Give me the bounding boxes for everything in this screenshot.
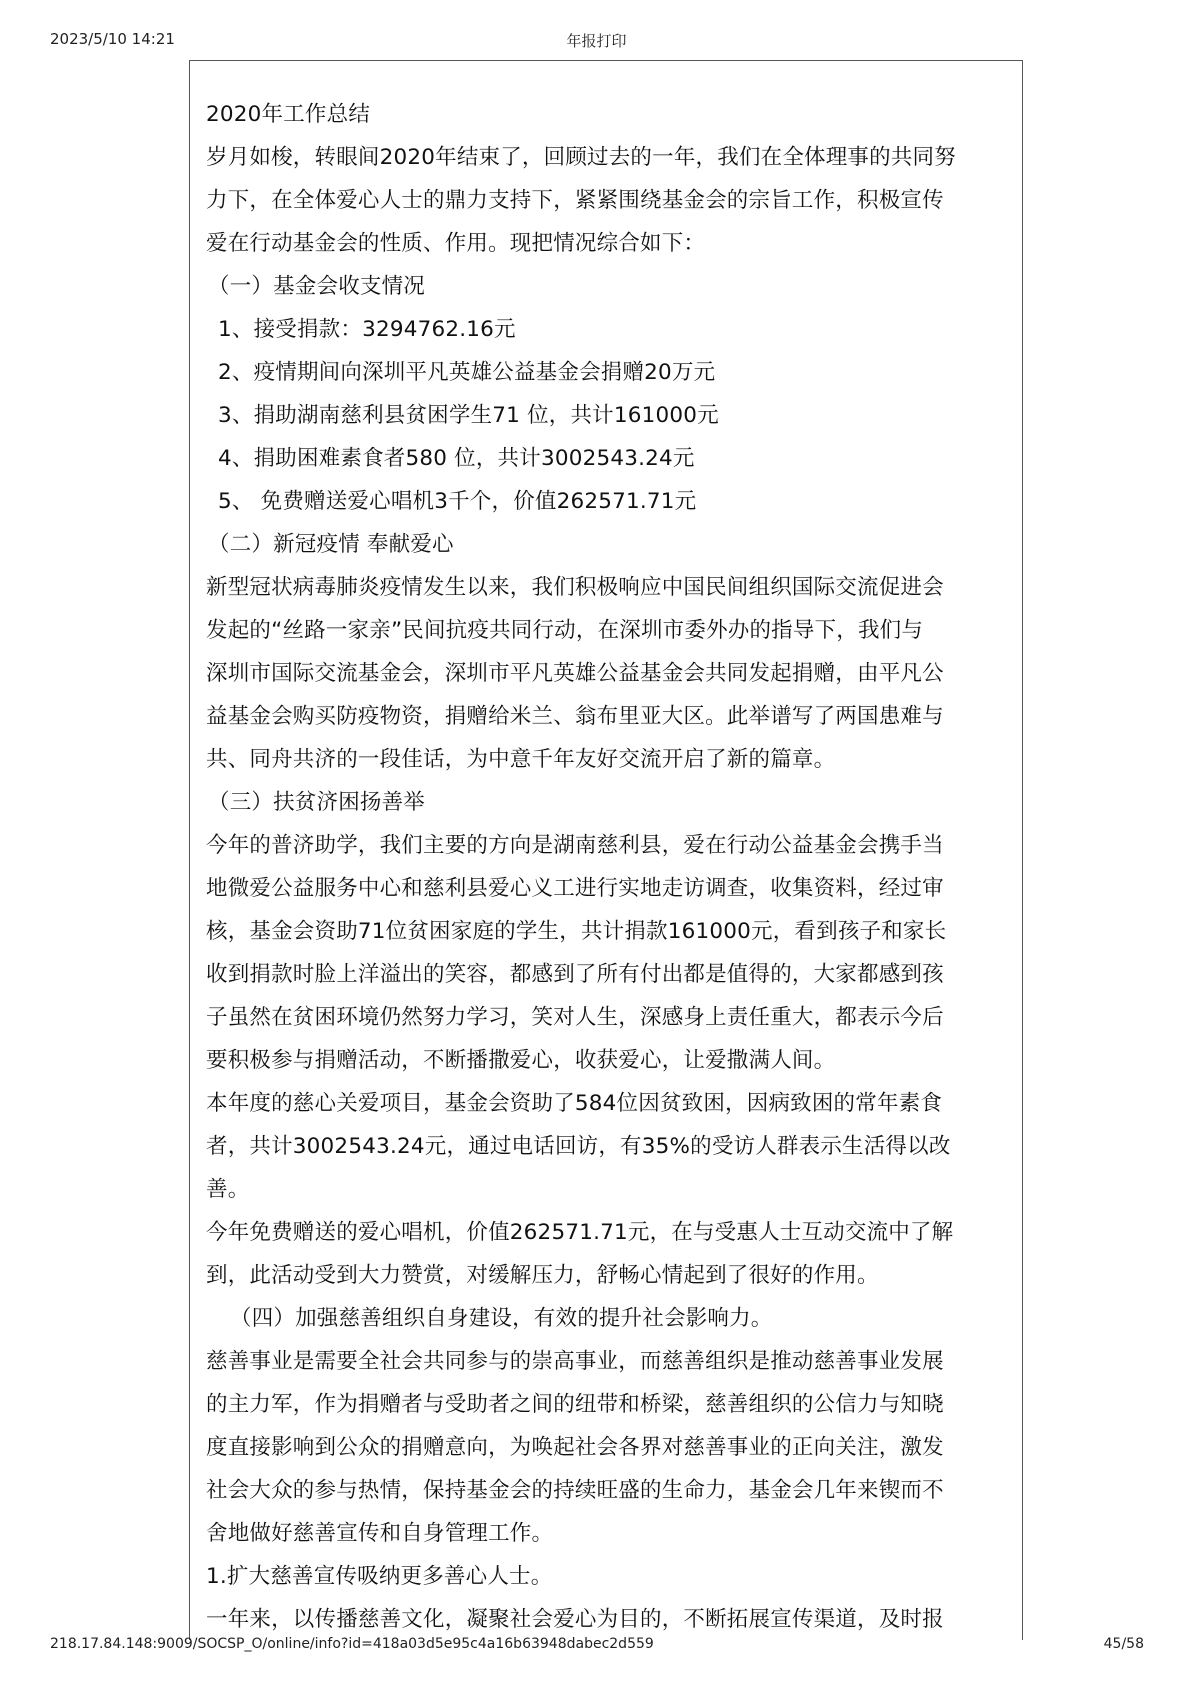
page-number: 45/58 — [1103, 1636, 1144, 1652]
paragraph-line: 舍地做好慈善宣传和自身管理工作。 — [206, 1521, 554, 1546]
list-item: 2、疫情期间向深圳平凡英雄公益基金会捐赠20万元 — [218, 360, 716, 385]
paragraph-line: 深圳市国际交流基金会，深圳市平凡英雄公益基金会共同发起捐赠，由平凡公 — [206, 661, 944, 686]
paragraph-line: 共、同舟共济的一段佳话，为中意千年友好交流开启了新的篇章。 — [206, 747, 836, 772]
paragraph-line: 爱在行动基金会的性质、作用。现把情况综合如下： — [206, 231, 706, 256]
paragraph-line: 者，共计3002543.24元，通过电话回访，有35%的受访人群表示生活得以改 — [206, 1134, 951, 1159]
list-item: 1、接受捐款：3294762.16元 — [218, 317, 516, 342]
paragraph-line: 度直接影响到公众的捐赠意向，为唤起社会各界对慈善事业的正向关注，激发 — [206, 1435, 944, 1460]
subsection-heading: （二）新冠疫情 奉献爱心 — [208, 532, 454, 557]
paragraph-line: 核，基金会资助71位贫困家庭的学生，共计捐款161000元，看到孩子和家长 — [206, 919, 947, 944]
paragraph-line: 到，此活动受到大力赞赏，对缓解压力，舒畅心情起到了很好的作用。 — [206, 1263, 879, 1288]
print-url: 218.17.84.148:9009/SOCSP_O/online/info?id=418a03d5e95c4a16b63948dabec2d559 — [50, 1636, 654, 1652]
paragraph-line: 岁月如梭，转眼间2020年结束了，回顾过去的一年，我们在全体理事的共同努 — [206, 145, 956, 170]
paragraph-line: 的主力军，作为捐赠者与受助者之间的纽带和桥梁，慈善组织的公信力与知晓 — [206, 1392, 944, 1417]
paragraph-line: 发起的“丝路一家亲”民间抗疫共同行动，在深圳市委外办的指导下，我们与 — [206, 618, 924, 643]
section-title: 2020年工作总结 — [206, 102, 371, 127]
list-item: 3、捐助湖南慈利县贫困学生71 位，共计161000元 — [218, 403, 719, 428]
paragraph-line: 今年免费赠送的爱心唱机，价值262571.71元，在与受惠人士互动交流中了解 — [206, 1220, 954, 1245]
paragraph-line: 本年度的慈心关爱项目，基金会资助了584位因贫致困，因病致困的常年素食 — [206, 1091, 943, 1116]
print-title: 年报打印 — [566, 32, 627, 50]
numbered-heading: 1.扩大慈善宣传吸纳更多善心人士。 — [206, 1564, 553, 1589]
paragraph-line: 慈善事业是需要全社会共同参与的崇高事业，而慈善组织是推动慈善事业发展 — [206, 1349, 944, 1374]
paragraph-line: 善。 — [206, 1177, 250, 1202]
paragraph-line: 子虽然在贫困环境仍然努力学习，笑对人生，深感身上责任重大，都表示今后 — [206, 1005, 944, 1030]
paragraph-line: 今年的普济助学，我们主要的方向是湖南慈利县，爱在行动公益基金会携手当 — [206, 833, 944, 858]
paragraph-line: 收到捐款时脸上洋溢出的笑容，都感到了所有付出都是值得的，大家都感到孩 — [206, 962, 944, 987]
paragraph-line: 要积极参与捐赠活动，不断播撒爱心，收获爱心，让爱撒满人间。 — [206, 1048, 836, 1073]
paragraph-line: 益基金会购买防疫物资，捐赠给米兰、翁布里亚大区。此举谱写了两国患难与 — [206, 704, 944, 729]
paragraph-line: 地微爱公益服务中心和慈利县爱心义工进行实地走访调查，收集资料，经过审 — [206, 876, 944, 901]
print-datetime: 2023/5/10 14:21 — [50, 30, 175, 48]
paragraph-line: 社会大众的参与热情，保持基金会的持续旺盛的生命力，基金会几年来锲而不 — [206, 1478, 944, 1503]
paragraph-line: 一年来，以传播慈善文化，凝聚社会爱心为目的，不断拓展宣传渠道，及时报 — [206, 1607, 944, 1632]
list-item: 4、捐助困难素食者580 位，共计3002543.24元 — [218, 446, 695, 471]
list-item: 5、 免费赠送爱心唱机3千个，价值262571.71元 — [218, 489, 697, 514]
subsection-heading: （三）扶贫济困扬善举 — [208, 790, 426, 815]
paragraph-line: 新型冠状病毒肺炎疫情发生以来，我们积极响应中国民间组织国际交流促进会 — [206, 575, 944, 600]
subsection-heading: （四）加强慈善组织自身建设，有效的提升社会影响力。 — [230, 1306, 773, 1331]
paragraph-line: 力下，在全体爱心人士的鼎力支持下，紧紧围绕基金会的宗旨工作，积极宣传 — [206, 188, 944, 213]
subsection-heading: （一）基金会收支情况 — [208, 274, 426, 299]
report-text-body — [206, 93, 1006, 1641]
